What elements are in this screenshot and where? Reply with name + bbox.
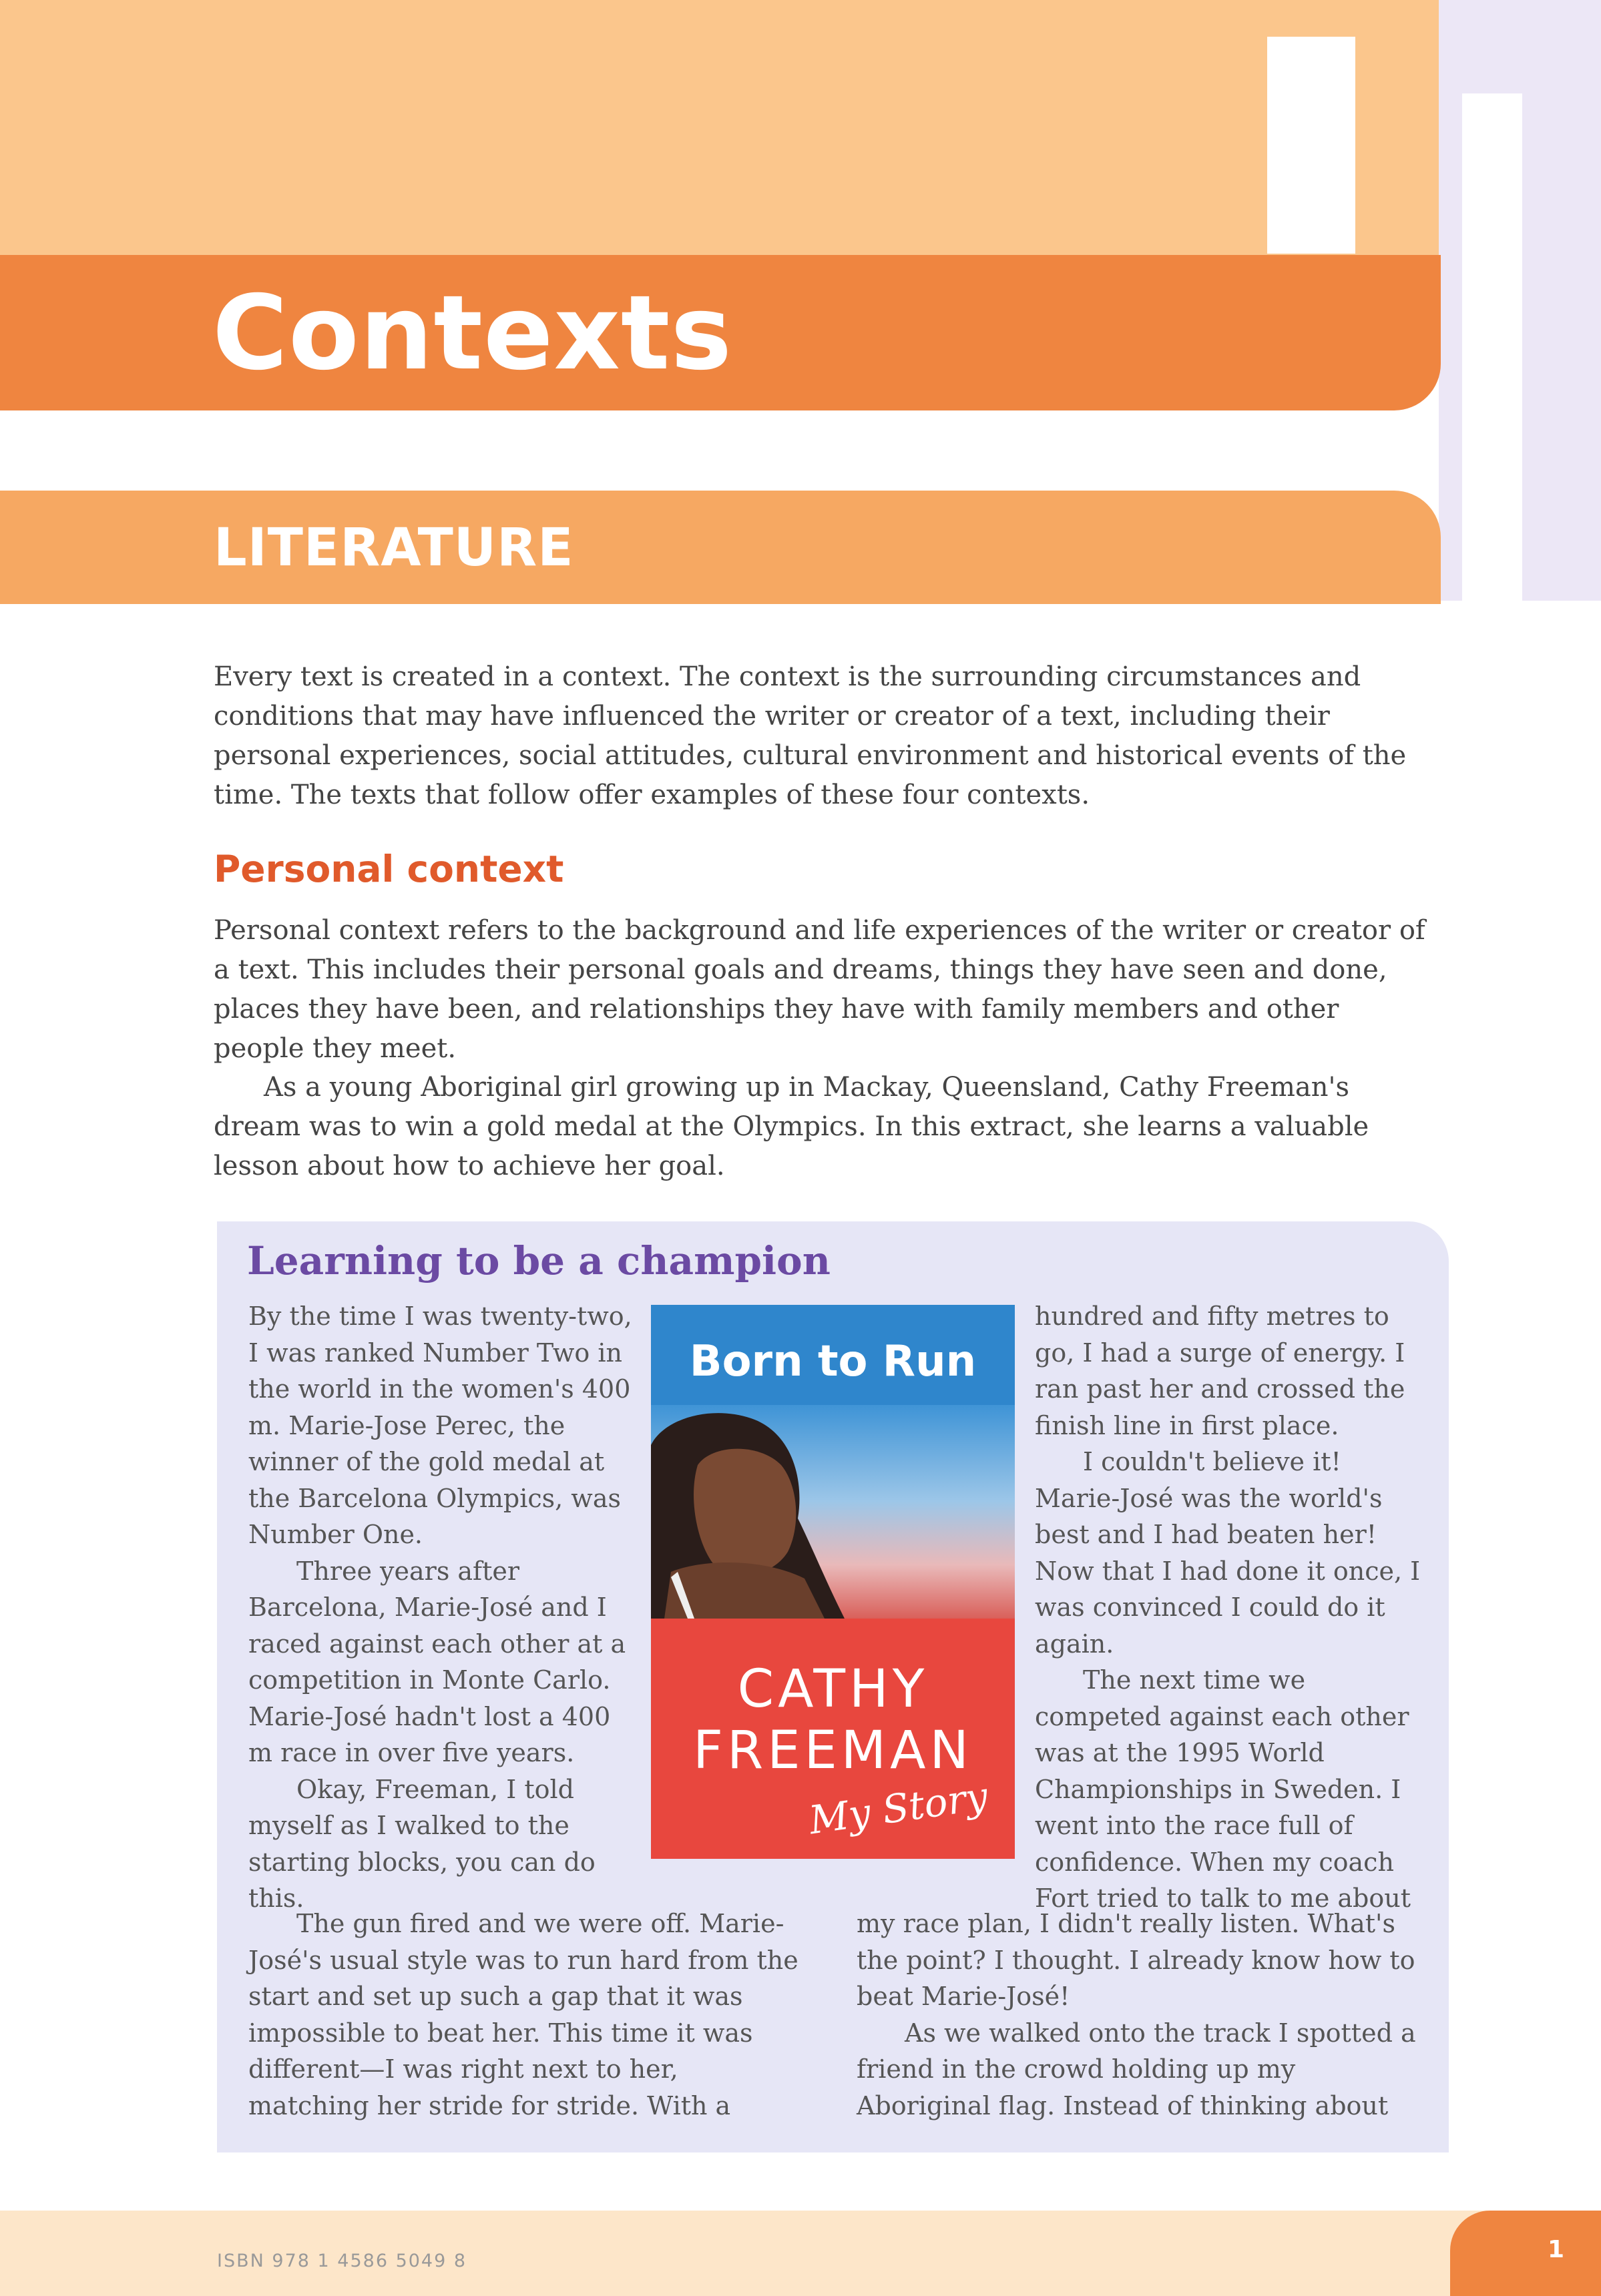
extract-left-column-top [248,1298,636,1917]
book-cover-image [651,1305,1015,1859]
extract-paragraph: hundred and fifty metres to go, I had a surge of energy. I ran past her and crossed the finish line in first place. [1035,1302,1405,1440]
extract-title: Learning to be a champion [247,1238,831,1283]
page-number-tab [1450,2211,1601,2296]
extract-paragraph: Three years after Barcelona, Marie-José and I raced against each other at a competition in Monte Carlo. Marie-José hadn't lost a 400 m race in over five years. [248,1556,626,1767]
book-cover-author [651,1659,1015,1781]
personal-context-paragraph-1: Personal context refers to the background and life experiences of the writer or creator of a text. This includes their personal goals and dreams, things they have seen and done, places they have been, and relationships they have with family members and other people they meet. [214,915,1425,1064]
isbn-text: ISBN 978 1 4586 5049 8 [217,2251,467,2271]
extract-paragraph: Okay, Freeman, I told myself as I walked to the starting blocks, you can do this. [248,1774,596,1913]
extract-right-column-bottom [857,1906,1437,2124]
extract-paragraph: As we walked onto the track I spotted a friend in the crowd holding up my Aboriginal flag. Instead of thinking about [857,2018,1416,2120]
book-cover-author-first: CATHY [737,1659,929,1719]
extract-paragraph: By the time I was twenty-two, I was ranked Number Two in the world in the women's 400 m. Marie-Jose Perec, the winner of the gold medal at the Barcelona Olympics, was Number One. [248,1302,636,1549]
page-number: 1 [1548,2236,1565,2263]
book-cover-photo [651,1405,1015,1619]
personal-context-paragraph-2: As a young Aboriginal girl growing up in Mackay, Queensland, Cathy Freeman's dream was to win a gold medal at the Olympics. In this extract, she learns a valuable lesson about how to achieve her goal. [214,1072,1369,1181]
book-cover-subtitle: My Story [806,1773,991,1843]
section-title: LITERATURE [214,518,574,578]
book-cover-title: Born to Run [689,1337,977,1386]
header-background [0,0,1439,257]
extract-paragraph: my race plan, I didn't really listen. What's the point? I thought. I already know how to beat Marie-José! [857,1909,1415,2011]
book-cover-author-last: FREEMAN [693,1721,973,1781]
intro-paragraph: Every text is created in a context. The context is the surrounding circumstances and conditions that may have influenced the writer or creator of a text, including their personal experiences, social attitudes, cultural environment and historical events of the time. The texts that follow offer examples of these four contexts. [214,661,1407,810]
personal-context-heading: Personal context [214,848,564,890]
extract-left-column-bottom [248,1906,803,2124]
extract-paragraph: I couldn't believe it! Marie-José was the world's best and I had beaten her! Now that I had done it once, I was convinced I could do it again. [1035,1447,1421,1659]
side-strip-bar [1462,93,1522,601]
extract-paragraph: The gun fired and we were off. Marie-José's usual style was to run hard from the start and set up such a gap that it was impossible to beat her. This time it was different—I was right next to her, matching her stride for stride. With a [248,1909,798,2120]
extract-right-column-top [1035,1298,1422,1917]
extract-paragraph: The next time we competed against each other was at the 1995 World Championships in Sweden. I went into the race full of confidence. When my coach Fort tried to talk to me about [1035,1665,1411,1913]
chapter-title: Contexts [212,274,733,393]
chapter-number-graphic [1267,37,1355,254]
